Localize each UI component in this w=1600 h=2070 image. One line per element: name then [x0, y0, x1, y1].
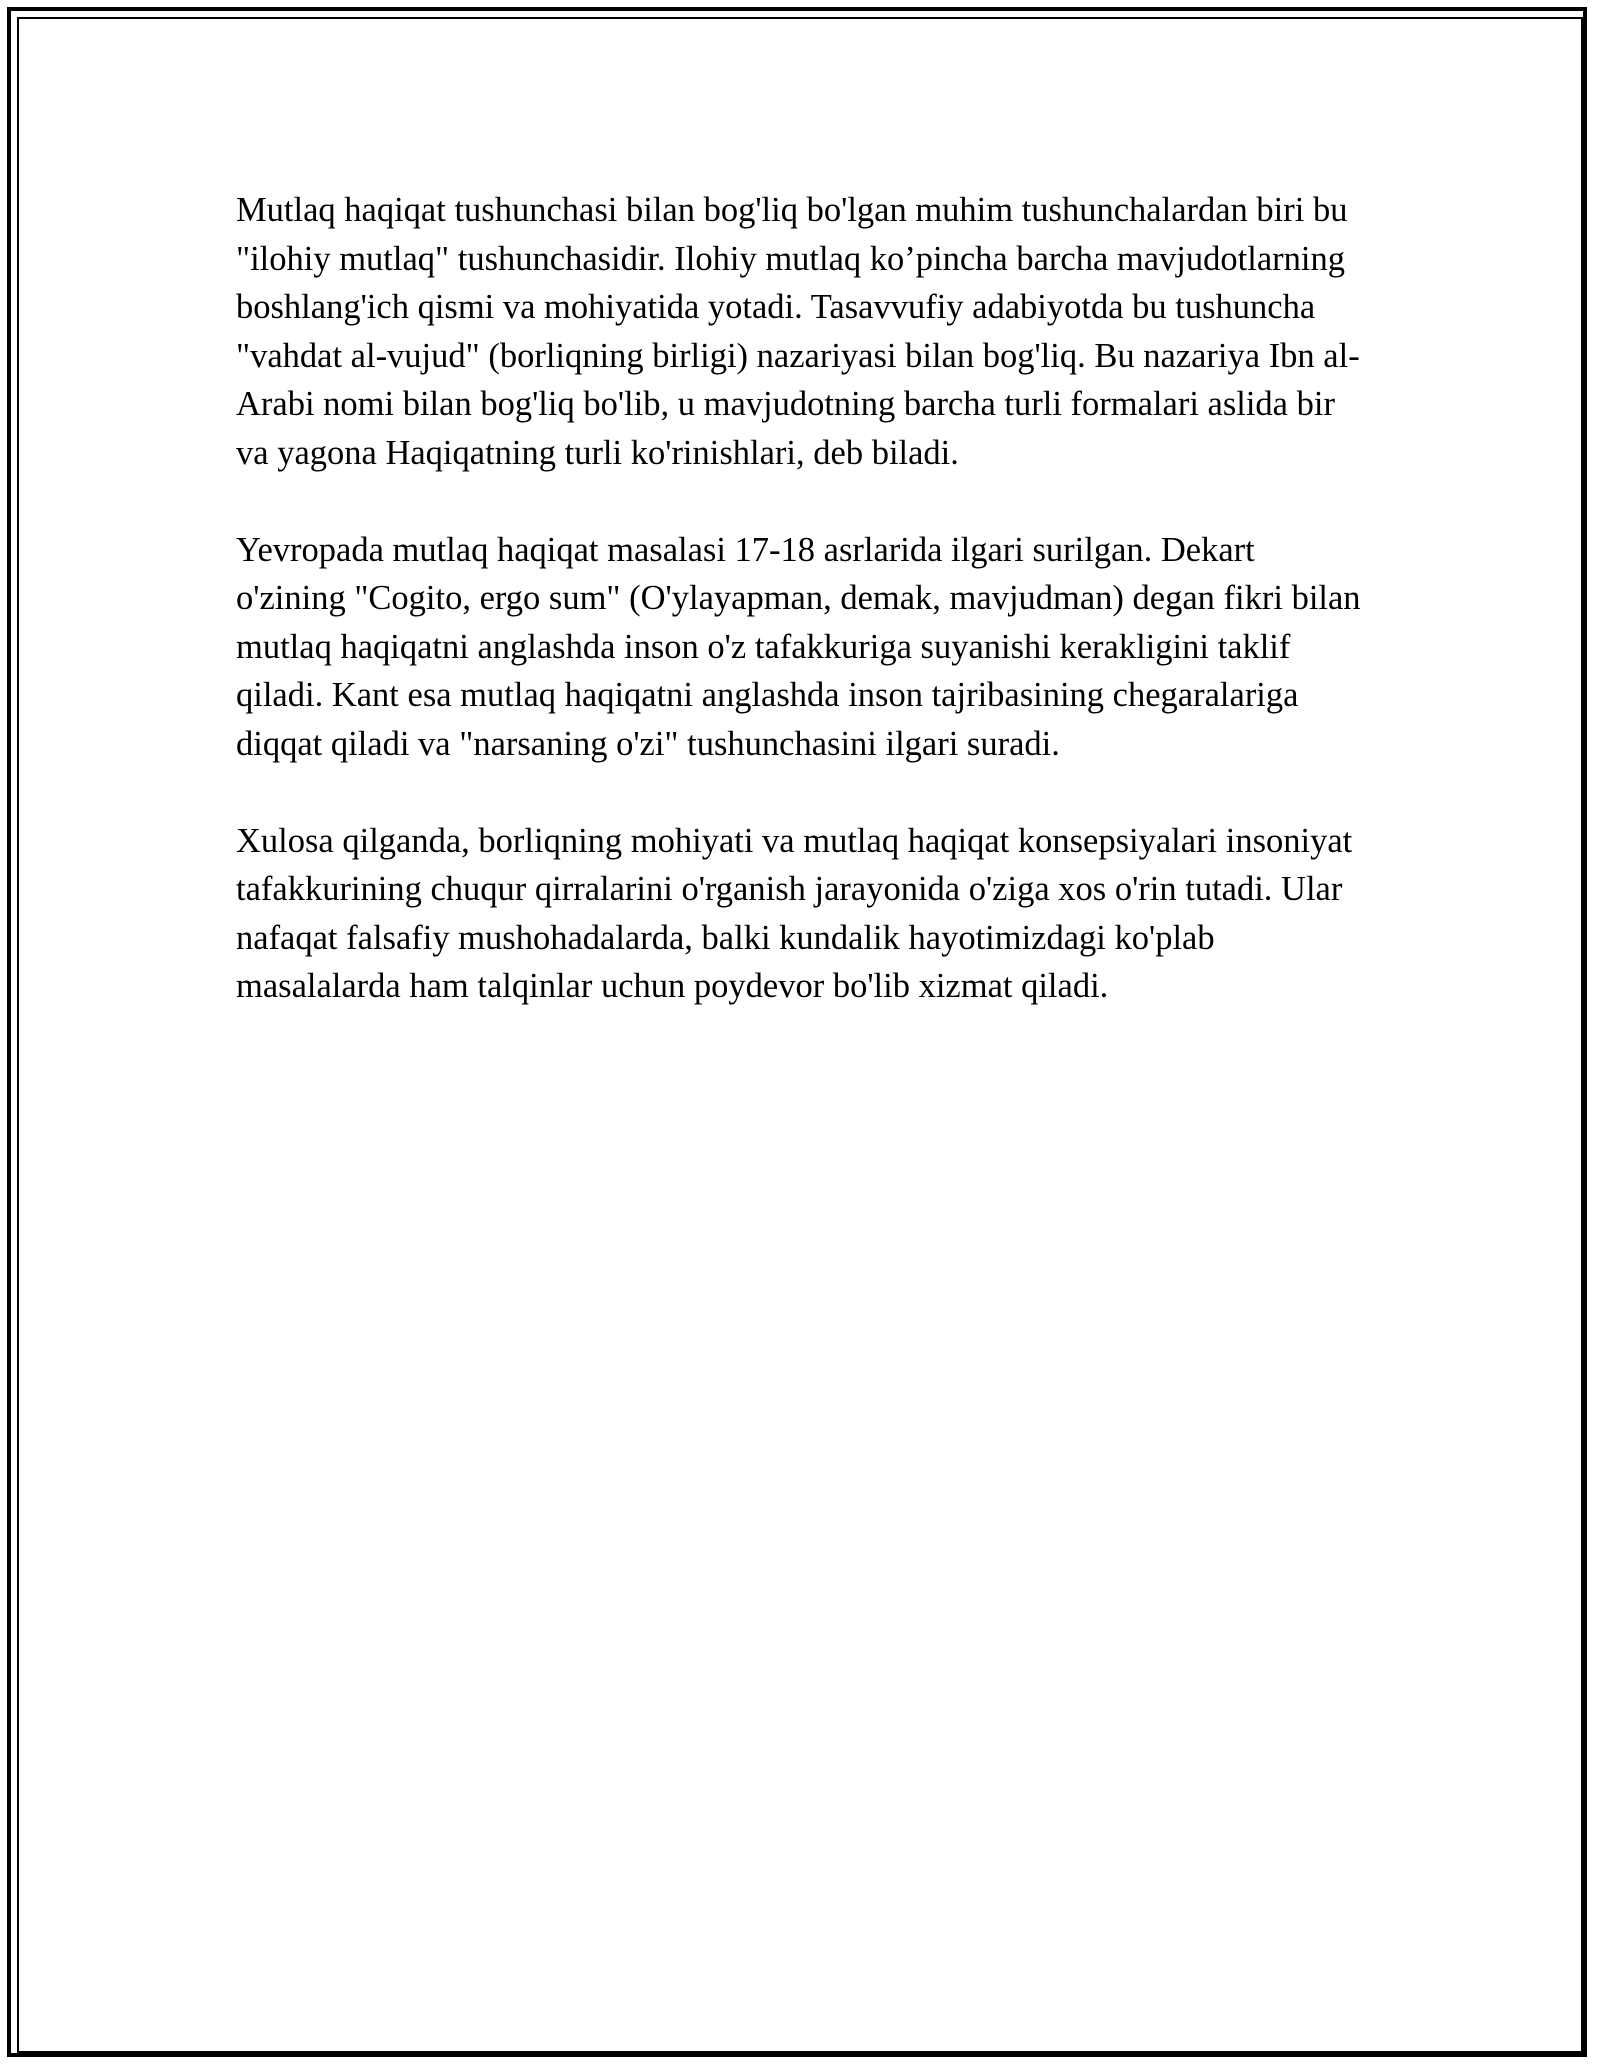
paragraph-conclusion: Xulosa qilganda, borliqning mohiyati va mutlaq haqiqat konsepsiyalari insoniyat tafakkurining chuqur qirralarini o'rganish jarayonida o'ziga xos o'rin tutadi. Ular nafaqat falsafiy mushohadalarda, balki kundalik hayotimizdagi ko'plab masalalarda ham talqinlar uchun poydevor bo'lib xizmat qiladi. [236, 821, 1353, 1005]
paragraph-europe-absolute-truth: Yevropada mutlaq haqiqat masalasi 17-18 asrlarida ilgari surilgan. Dekart o'zining "Cogito, ergo sum" (O'ylayapman, demak, mavjudman) degan fikri bilan mutlaq haqiqatni anglashda inson o'z tafakkuriga suyanishi kerakligini taklif qiladi. Kant esa mutlaq haqiqatni anglashda inson tajribasining chegaralariga diqqat qiladi va "narsaning o'zi" tushunchasini ilgari suradi. [236, 530, 1361, 763]
document-body [236, 186, 1366, 1059]
paragraph-vahdat-al-vujud: Mutlaq haqiqat tushunchasi bilan bog'liq bo'lgan muhim tushunchalardan biri bu "ilohiy mutlaq" tushunchasidir. Ilohiy mutlaq ko’pincha barcha mavjudotlarning boshlang'ich qismi va mohiyatida yotadi. Tasavvufiy adabiyotda bu tushuncha "vahdat al-vujud" (borliqning birligi) nazariyasi bilan bog'liq. Bu nazariya Ibn al-Arabi nomi bilan bog'liq bo'lib, u mavjudotning barcha turli formalari aslida bir va yagona Haqiqatning turli ko'rinishlari, deb biladi. [236, 191, 1360, 472]
